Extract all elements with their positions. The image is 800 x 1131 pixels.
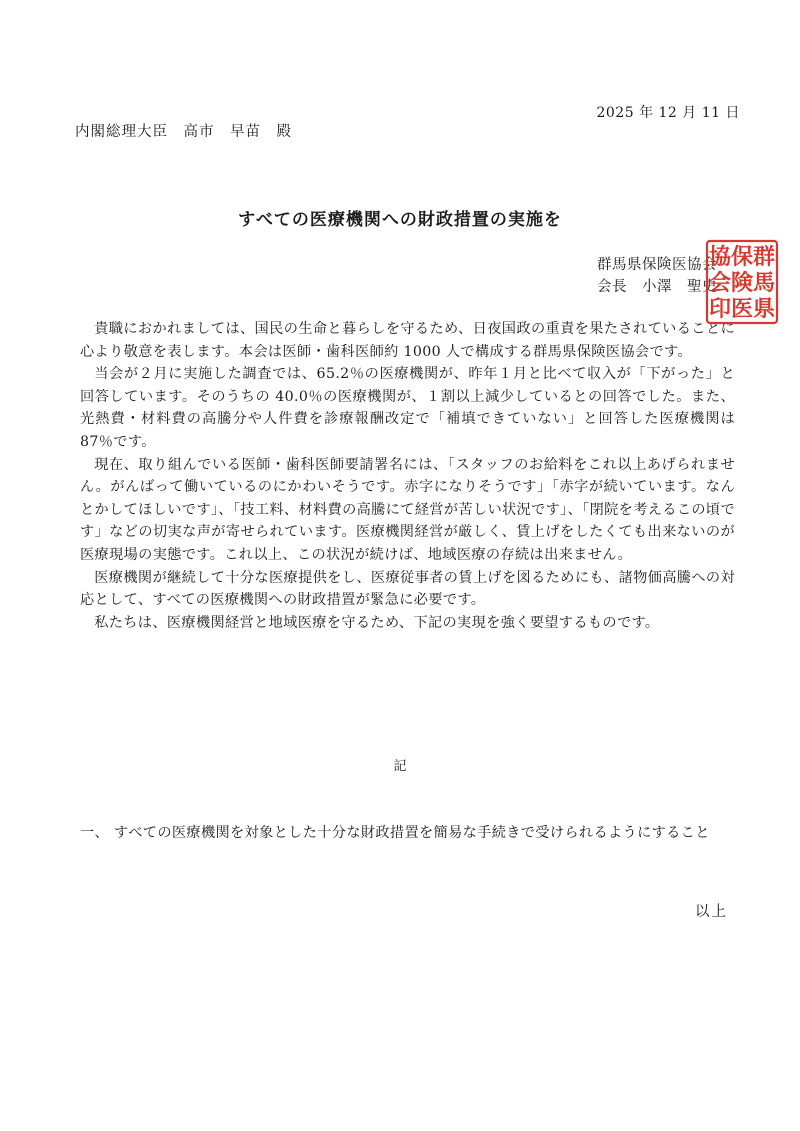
letter-body xyxy=(80,318,735,634)
sender-organization: 群馬県保険医協会 xyxy=(597,257,717,273)
seal-character: 群 xyxy=(752,244,776,270)
seal-character: 医 xyxy=(730,296,754,322)
body-paragraph: 当会が２月に実施した調査では、65.2％の医療機関が、昨年１月と比べて収入が「下がった」と回答しています。そのうちの 40.0％の医療機関が、１割以上減少しているとの回答でした。また、光熱費・材料費の高騰分や人件費を診療報酬改定で「補填できていない」と回答した医療機関は 87％です。 xyxy=(80,366,735,450)
demand-item xyxy=(80,822,735,845)
seal-character: 保 xyxy=(730,244,754,270)
body-paragraph: 医療機関が継続して十分な医療提供をし、医療従事者の賃上げを図るためにも、諸物価高騰への対応として、すべての医療機関への財政措置が緊急に必要です。 xyxy=(80,569,735,609)
demand-item-text: すべての医療機関を対象とした十分な財政措置を簡易な手続きで受けられるようにすること xyxy=(114,825,710,841)
body-paragraph: 貴職におかれましては、国民の生命と暮らしを守るため、日夜国政の重責を果たされていることに心より敬意を表します。本会は医師・歯科医師約 1000 人で構成する群馬県保険医協会です。 xyxy=(80,321,735,360)
seal-character: 県 xyxy=(752,296,776,322)
seal-character: 会 xyxy=(708,270,732,296)
closing-mark: 以上 xyxy=(695,904,728,920)
sender-representative: 会長 小澤 聖史 xyxy=(597,279,717,295)
sender-block xyxy=(597,254,717,298)
seal-character: 馬 xyxy=(752,270,776,296)
document-title: すべての医療機関への財政措置の実施を xyxy=(238,210,562,230)
organization-seal-icon xyxy=(704,238,780,326)
seal-character: 協 xyxy=(708,244,732,270)
body-paragraph: 現在、取り組んでいる医師・歯科医師要請署名には、「スタッフのお給料をこれ以上あげられません。がんばって働いているのにかわいそうです。赤字になりそうです」「赤字が続いています。なんとかしてほしいです」、「技工料、材料費の高騰にて経営が苦しい状況です」、「閉院を考えるこの頃です」などの切実な声が寄せられています。医療機関経営が厳しく、賃上げをしたくても出来ないのが医療現場の実態です。これ以上、この状況が続けば、地域医療の存続は出来ません。 xyxy=(80,456,735,563)
demand-item-marker: 一、 xyxy=(80,825,110,841)
addressee: 内閣総理大臣 高市 早苗 殿 xyxy=(75,124,292,140)
body-paragraph: 私たちは、医療機関経営と地域医療を守るため、下記の実現を強く要望するものです。 xyxy=(94,614,660,631)
document-date: 2025 年 12 月 11 日 xyxy=(596,105,740,121)
seal-character: 険 xyxy=(730,270,754,296)
seal-character: 印 xyxy=(708,296,732,322)
ki-heading: 記 xyxy=(393,759,407,774)
